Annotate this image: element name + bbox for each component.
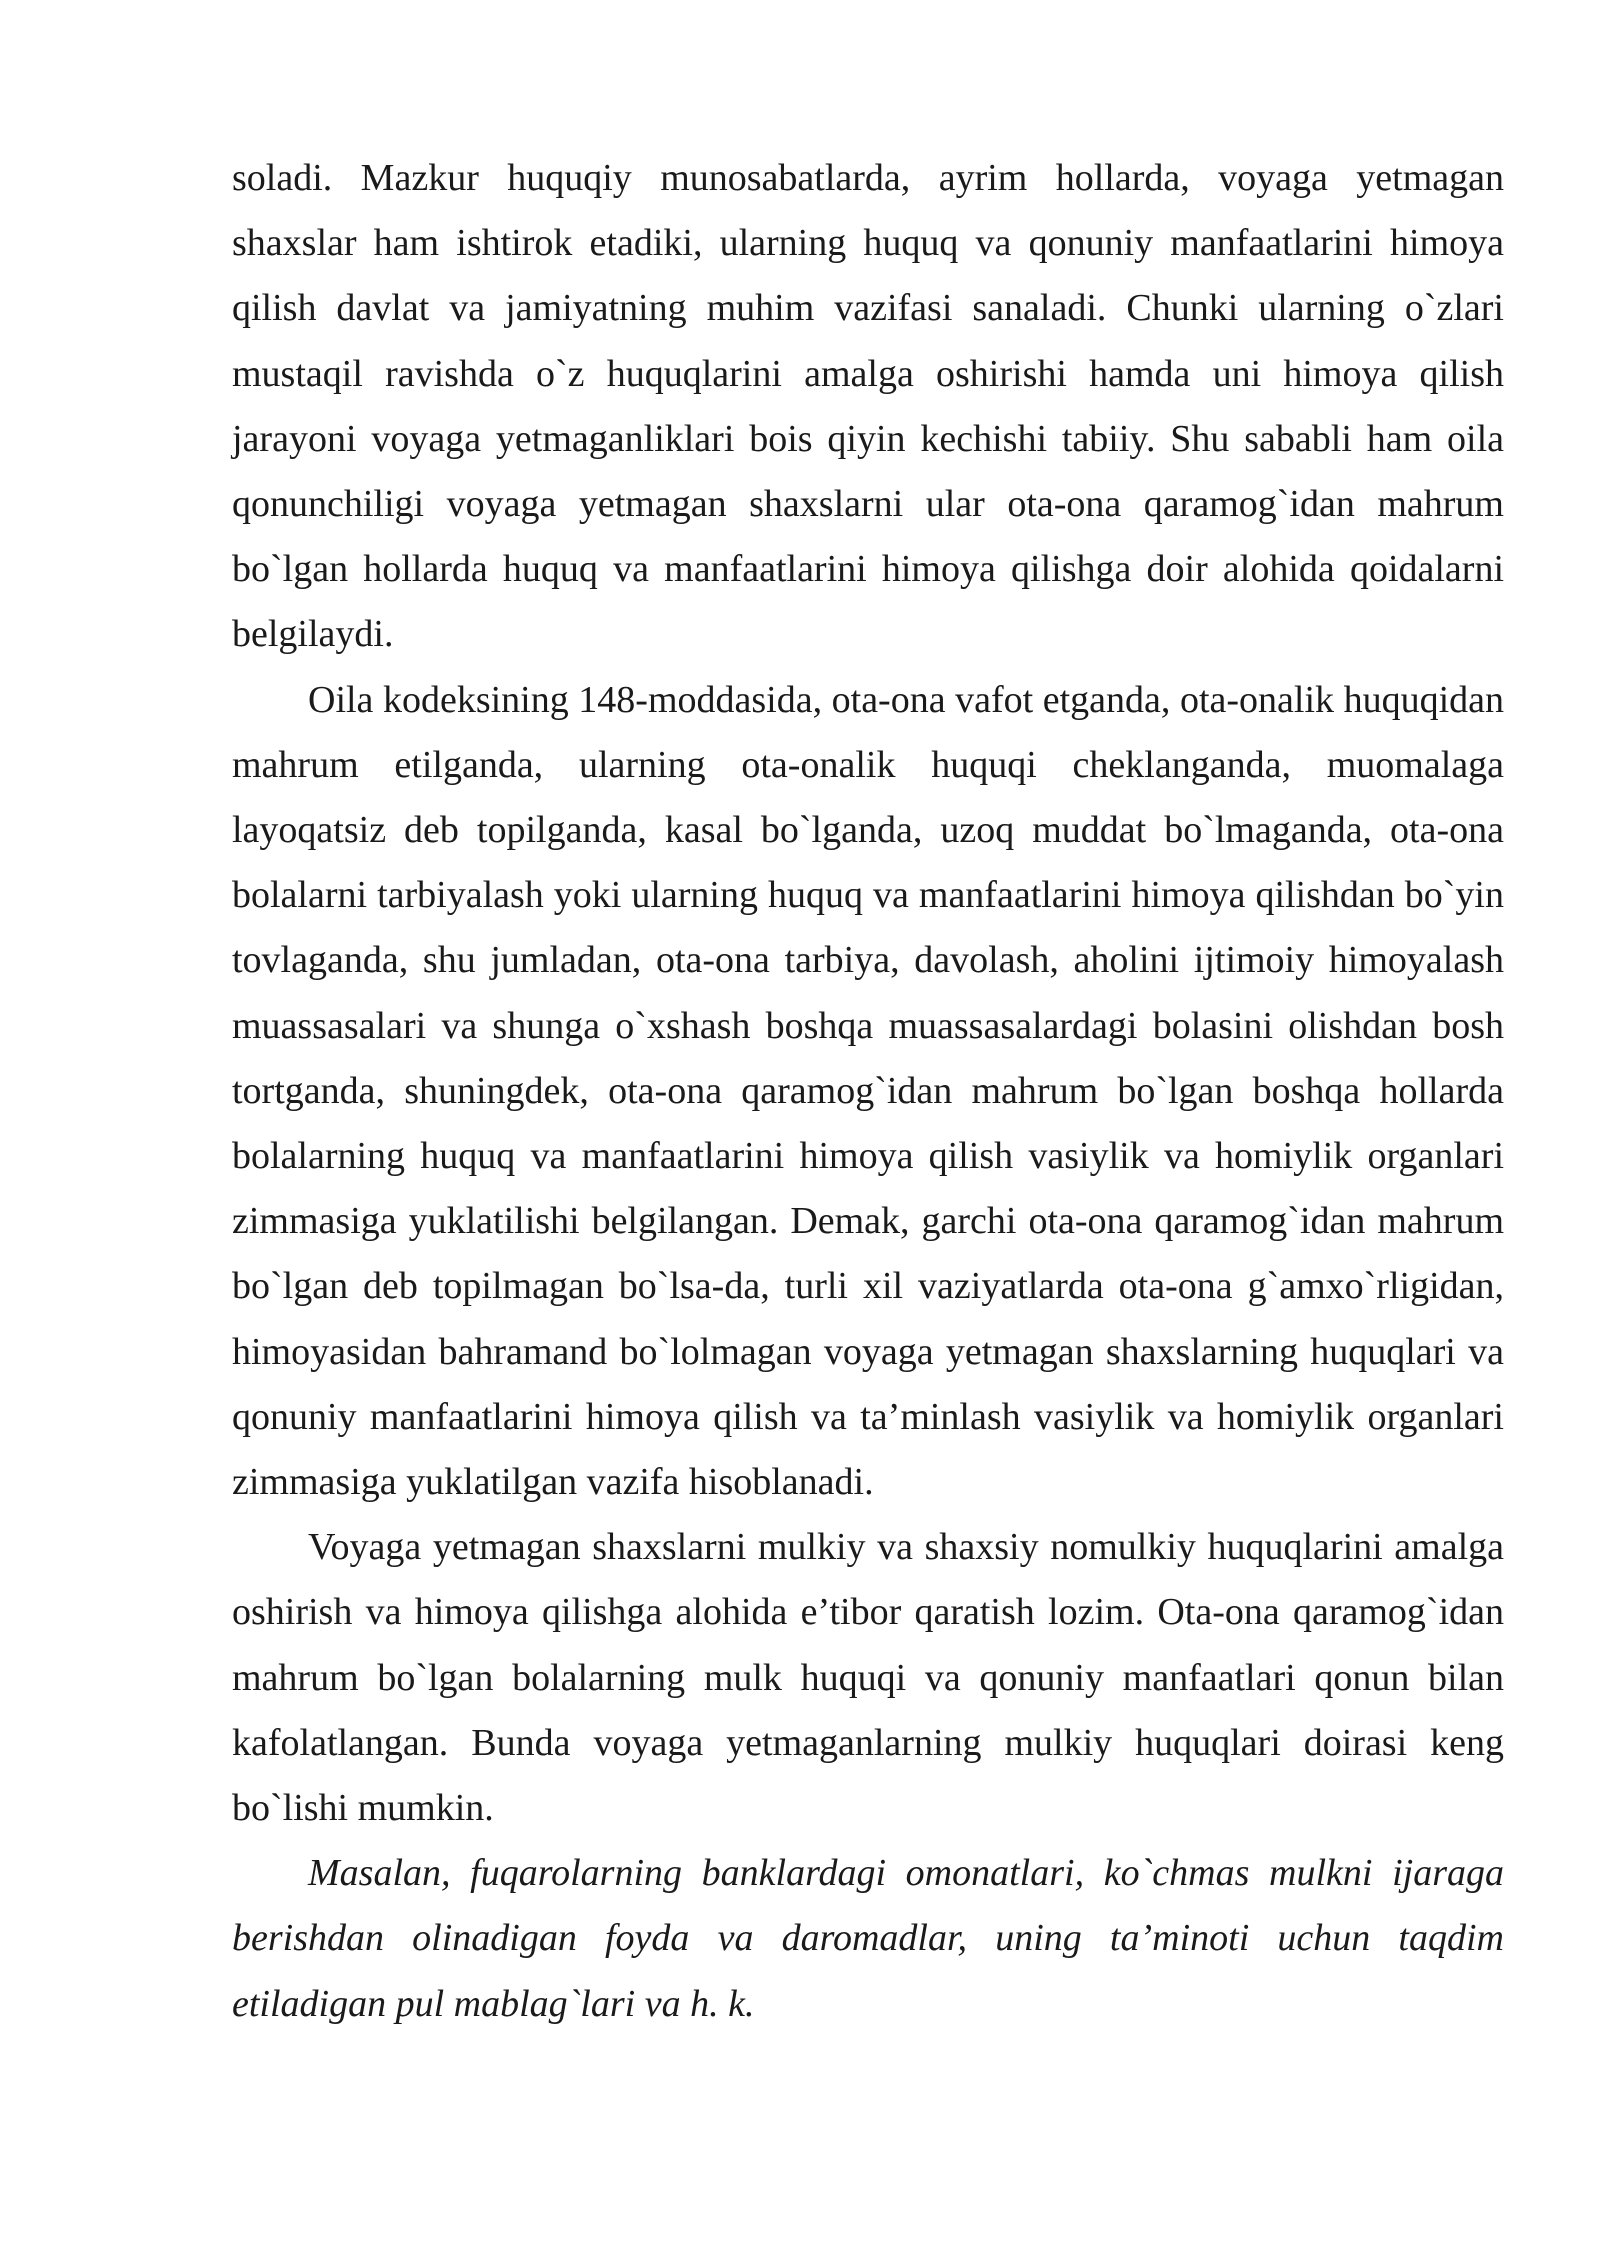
document-page: [232, 146, 1504, 2037]
paragraph-continuation: soladi. Mazkur huquqiy munosabatlarda, ayrim hollarda, voyaga yetmagan shaxslar ham ishtirok etadiki, ularning huquq va qonuniy manfaatlarini himoya qilish davlat va jamiyatning muhim vazifasi sanaladi. Chunki ularning o`zlari mustaqil ravishda o`z huquqlarini amalga oshirishi hamda uni himoya qilish jarayoni voyaga yetmaganliklari bois qiyin kechishi tabiiy. Shu sababli ham oila qonunchiligi voyaga yetmagan shaxslarni ular ota-ona qaramog`idan mahrum bo`lgan hollarda huquq va manfaatlarini himoya qilishga doir alohida qoidalarni belgilaydi.: [232, 157, 1504, 656]
paragraph-property-rights: Voyaga yetmagan shaxslarni mulkiy va shaxsiy nomulkiy huquqlarini amalga oshirish va himoya qilishga alohida e’tibor qaratish lozim. Ota-ona qaramog`idan mahrum bo`lgan bolalarning mulk huquqi va qonuniy manfaatlari qonun bilan kafolatlangan. Bunda voyaga yetmaganlarning mulkiy huquqlari doirasi keng bo`lishi mumkin.: [232, 1526, 1504, 1830]
paragraph-example: Masalan, fuqarolarning banklardagi omonatlari, ko`chmas mulkni ijaraga berishdan olinadigan foyda va daromadlar, uning ta’minoti uchun taqdim etiladigan pul mablag`lari va h. k.: [232, 1852, 1504, 2025]
paragraph-family-code-article: Oila kodeksining 148-moddasida, ota-ona vafot etganda, ota-onalik huquqidan mahrum etilganda, ularning ota-onalik huquqi cheklanganda, muomalaga layoqatsiz deb topilganda, kasal bo`lganda, uzoq muddat bo`lmaganda, ota-ona bolalarni tarbiyalash yoki ularning huquq va manfaatlarini himoya qilishdan bo`yin tovlaganda, shu jumladan, ota-ona tarbiya, davolash, aholini ijtimoiy himoyalash muassasalari va shunga o`xshash boshqa muassasalardagi bolasini olishdan bosh tortganda, shuningdek, ota-ona qaramog`idan mahrum bo`lgan boshqa hollarda bolalarning huquq va manfaatlarini himoya qilish vasiylik va homiylik organlari zimmasiga yuklatilishi belgilangan. Demak, garchi ota-ona qaramog`idan mahrum bo`lgan deb topilmagan bo`lsa-da, turli xil vaziyatlarda ota-ona g`amxo`rligidan, himoyasidan bahramand bo`lolmagan voyaga yetmagan shaxslarning huquqlari va qonuniy manfaatlarini himoya qilish va ta’minlash vasiylik va homiylik organlari zimmasiga yuklatilgan vazifa hisoblanadi.: [232, 678, 1504, 1504]
